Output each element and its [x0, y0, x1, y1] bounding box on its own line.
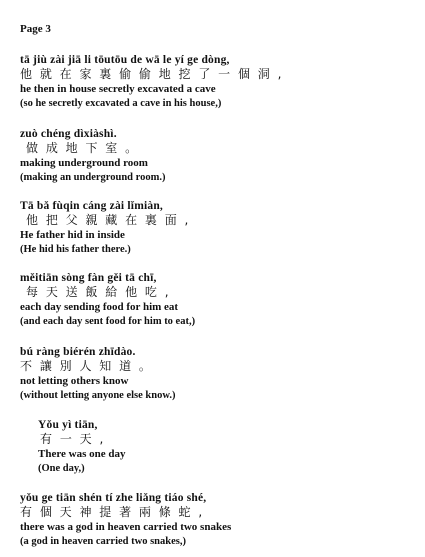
- hanzi-line: 他 把 父 親 藏 在 裏 面 ,: [26, 213, 191, 227]
- pinyin-line: měitiān sòng fàn gěi tā chī,: [20, 272, 157, 284]
- translation-line: (and each day sent food for him to eat,): [20, 316, 196, 327]
- hanzi-line: 做 成 地 下 室 。: [26, 141, 140, 155]
- translation-line: (One day,): [38, 463, 85, 474]
- pinyin-line: Yǒu yì tiān,: [38, 419, 98, 431]
- pinyin-line: Tā bǎ fùqin cáng zài lǐmiàn,: [20, 200, 163, 212]
- english-gloss-line: he then in house secretly excavated a cave: [20, 83, 216, 95]
- translation-line: (a god in heaven carried two snakes,): [20, 536, 186, 547]
- hanzi-line: 有 一 天 ,: [40, 432, 106, 446]
- translation-line: (He hid his father there.): [20, 244, 131, 255]
- english-gloss-line: each day sending food for him eat: [20, 301, 179, 313]
- pinyin-line: zuò chéng dìxiàshì.: [20, 128, 117, 140]
- pinyin-line: yǒu ge tiān shén tí zhe liǎng tiáo shé,: [20, 492, 207, 504]
- hanzi-line: 不 讓 別 人 知 道 。: [20, 359, 153, 373]
- hanzi-line: 有 個 天 神 提 著 兩 條 蛇 ,: [20, 505, 205, 519]
- translation-line: (without letting anyone else know.): [20, 390, 176, 401]
- pinyin-line: tā jiù zài jiā li tōutōu de wā le yí ge dòng,: [20, 54, 230, 66]
- english-gloss-line: making underground room: [20, 157, 148, 169]
- translation-line: (so he secretly excavated a cave in his house,): [20, 98, 222, 109]
- english-gloss-line: There was one day: [38, 448, 126, 460]
- pinyin-line: bú ràng biérén zhīdào.: [20, 346, 136, 358]
- english-gloss-line: not letting others know: [20, 375, 129, 387]
- english-gloss-line: there was a god in heaven carried two snakes: [20, 521, 232, 533]
- hanzi-line: 他 就 在 家 裏 偷 偷 地 挖 了 一 個 洞 ,: [20, 67, 284, 81]
- hanzi-line: 每 天 送 飯 給 他 吃 ,: [26, 285, 171, 299]
- translation-line: (making an underground room.): [20, 172, 166, 183]
- english-gloss-line: He father hid in inside: [20, 229, 125, 241]
- page-number: Page 3: [20, 23, 51, 35]
